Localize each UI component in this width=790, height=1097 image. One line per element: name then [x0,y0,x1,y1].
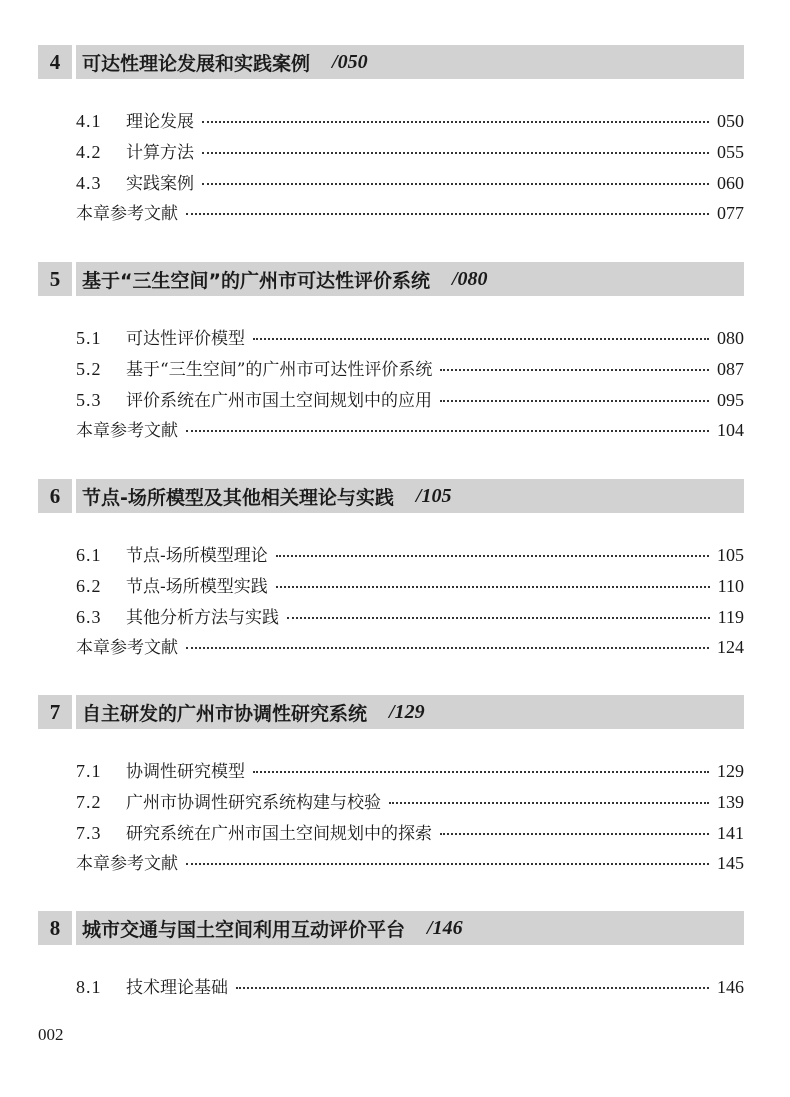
chapter-title: 自主研发的广州市协调性研究系统 [82,702,368,725]
page-number: 139 [717,791,744,812]
page-number: 080 [717,328,744,348]
section-number: 4.3 [76,172,102,193]
section-title: 理论发展 [126,112,194,132]
page-number: 104 [717,420,744,441]
dot-leader [236,987,709,989]
toc-entry[interactable] [38,169,744,200]
chapter-heading[interactable] [38,695,744,729]
chapter-4 [38,45,744,230]
page-number: 077 [717,203,744,224]
page-number: 124 [717,637,744,658]
dot-leader [440,369,709,371]
dot-leader [186,430,709,432]
chapter-title: 基于“三生空间”的广州市可达性评价系统 [82,269,430,292]
section-title: 广州市协调性研究系统构建与校验 [126,792,381,813]
section-title: 研究系统在广州市国土空间规划中的探索 [126,823,432,844]
chapter-7 [38,695,744,880]
dot-leader [186,213,709,215]
chapter-number: 6 [38,479,72,513]
section-number: 6.2 [76,575,102,596]
section-number: 7.1 [76,761,102,781]
toc-entry-references[interactable] [38,199,744,230]
toc-entry[interactable] [38,819,744,850]
chapter-page: /050 [332,50,368,73]
chapter-heading[interactable] [38,479,744,513]
references-title: 本章参考文献 [76,638,178,659]
dot-leader [253,771,709,773]
page-number: 087 [717,358,744,379]
toc-entry[interactable] [38,107,744,138]
section-number: 7.3 [76,822,102,843]
page-number: 095 [717,389,744,410]
section-title: 协调性研究模型 [126,762,245,782]
folio-page-number: 002 [38,1025,64,1044]
toc-entry[interactable] [38,757,744,788]
chapter-title-bar [76,45,744,79]
toc-entry-references[interactable] [38,416,744,447]
section-number: 4.1 [76,111,102,131]
dot-leader [186,647,709,649]
page-number: 129 [717,761,744,781]
section-number: 5.1 [76,328,102,348]
page-number: 141 [717,822,744,843]
section-number: 7.2 [76,791,102,812]
chapter-number: 4 [38,45,72,79]
page-number: 050 [717,111,744,131]
section-title: 可达性评价模型 [126,329,245,349]
section-number: 5.2 [76,358,102,379]
dot-leader [440,400,709,402]
toc-entry[interactable] [38,788,744,819]
chapter-number: 8 [38,911,72,945]
chapter-title-bar [76,911,744,945]
toc-entry[interactable] [38,138,744,169]
page-number: 060 [717,172,744,193]
page-number: 105 [717,545,744,565]
chapter-page: /105 [415,484,452,507]
chapter-heading[interactable] [38,262,744,296]
chapter-title: 节点-场所模型及其他相关理论与实践 [82,486,394,509]
chapter-heading[interactable] [38,45,744,79]
toc-entry[interactable] [38,541,744,572]
toc-entry[interactable] [38,386,744,417]
section-number: 6.1 [76,545,102,565]
page-number: 145 [717,853,744,874]
page-number: 110 [717,575,744,596]
chapter-number: 5 [38,262,72,296]
dot-leader [287,617,710,619]
page-number: 119 [717,606,744,627]
section-title: 基于“三生空间”的广州市可达性评价系统 [126,359,433,380]
section-title: 节点-场所模型理论 [126,546,268,566]
dot-leader [276,555,709,557]
dot-leader [440,833,709,835]
references-title: 本章参考文献 [76,854,178,875]
chapter-title: 可达性理论发展和实践案例 [82,52,311,75]
page-number: 055 [717,141,744,162]
dot-leader [276,586,710,588]
chapter-title-bar [76,262,744,296]
chapter-page: /080 [451,267,488,290]
dot-leader [202,152,709,154]
section-number: 6.3 [76,606,102,627]
references-title: 本章参考文献 [76,204,178,225]
dot-leader [202,183,709,185]
chapter-title: 城市交通与国土空间利用互动评价平台 [82,918,406,941]
chapter-heading[interactable] [38,911,744,945]
toc-entry[interactable] [38,973,744,1004]
toc-entry[interactable] [38,603,744,634]
section-title: 技术理论基础 [126,978,228,998]
chapter-title-bar [76,479,744,513]
chapter-6 [38,479,744,664]
section-title: 其他分析方法与实践 [126,607,279,628]
toc-entry[interactable] [38,355,744,386]
section-title: 计算方法 [126,142,194,163]
section-title: 评价系统在广州市国土空间规划中的应用 [126,390,432,411]
dot-leader [202,121,709,123]
chapter-5 [38,262,744,447]
toc-entry[interactable] [38,324,744,355]
section-number: 8.1 [76,977,102,997]
toc-entry-references[interactable] [38,633,744,664]
section-title: 实践案例 [126,173,194,194]
page-number: 146 [717,977,744,997]
chapter-page: /146 [427,916,463,939]
references-title: 本章参考文献 [76,421,178,442]
dot-leader [389,802,709,804]
section-number: 5.3 [76,389,102,410]
chapter-title-bar [76,695,744,729]
chapter-8 [38,911,744,1004]
toc-entry-references[interactable] [38,849,744,880]
section-number: 4.2 [76,141,102,162]
chapter-number: 7 [38,695,72,729]
section-title: 节点-场所模型实践 [126,576,268,597]
dot-leader [253,338,709,340]
dot-leader [186,863,709,865]
chapter-page: /129 [389,700,425,723]
toc-entry[interactable] [38,572,744,603]
